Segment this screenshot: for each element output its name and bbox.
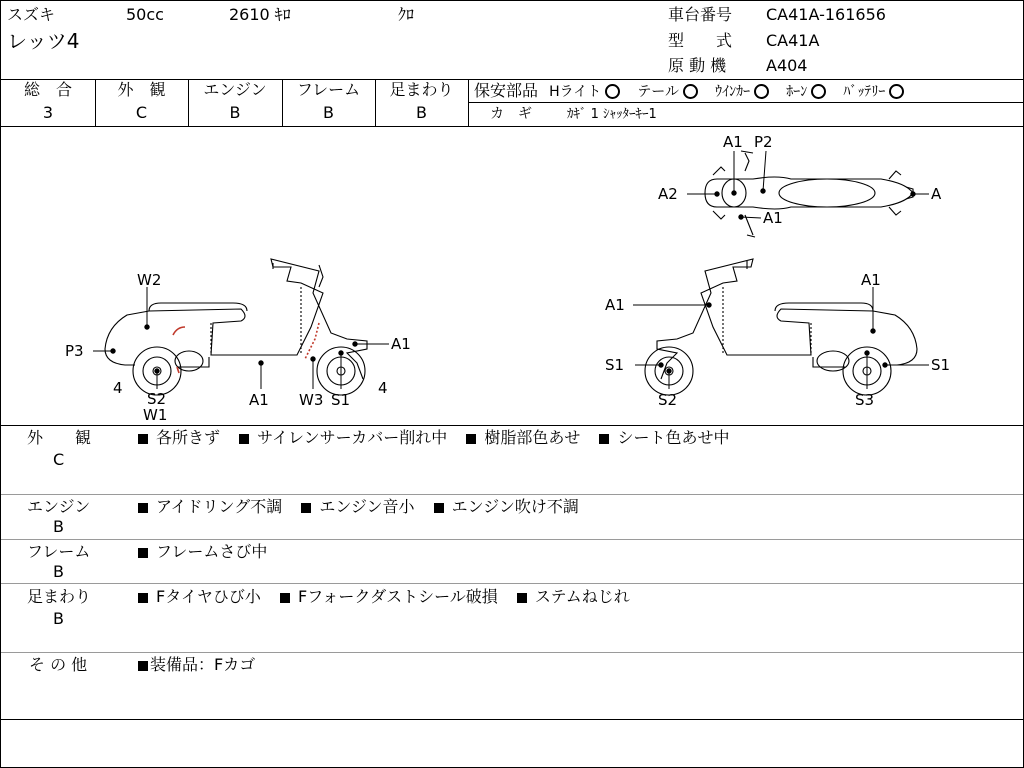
overall-label: 総 合 [23,80,72,99]
note-frame-items [138,544,281,560]
label-left-w1: W1 [143,406,168,424]
safety-tail: テール [637,84,680,100]
note-item: エンジン音小 [319,497,415,516]
note-suspension-grade: B [53,609,64,628]
label-top-a: A [931,185,942,203]
label-right-a1b: A1 [605,296,625,314]
label-right-s1b: S1 [931,356,951,374]
frame-label: フレーム [296,80,361,99]
note-suspension-items [138,589,644,605]
note-item: ステムねじれ [534,587,630,606]
damage-mark [173,327,185,335]
frame-no-label: 車台番号 [668,5,733,24]
type-value: CA41A [766,31,820,50]
label-left-w3: W3 [299,391,324,409]
note-exterior-label: 外 観 [27,428,92,447]
note-engine-label: エンジン [27,497,91,516]
model-name: レッツ4 [7,29,80,53]
engine-model: A404 [766,56,808,75]
note-engine-grade: B [53,517,64,536]
key-value: ｶｷﾞ 1 ｼｬｯﾀｰｷｰ1 [567,107,657,122]
frame-grade: B [323,103,334,122]
note-frame-label: フレーム [27,542,91,561]
ok-circle-icon [605,84,620,99]
key-label: カ ギ [490,106,532,122]
label-left-w2: W2 [137,271,162,289]
note-frame-grade: B [53,562,64,581]
note-item: フレームさび中 [156,542,268,561]
label-right-a1: A1 [861,271,881,289]
label-right-s1: S1 [605,356,625,374]
exterior-label: 外 観 [117,80,166,99]
note-item: Fタイヤひび小 [156,587,261,606]
safety-battery: ﾊﾞｯﾃﾘｰ [843,84,886,100]
safety-headlight: Hライト [549,84,602,100]
label-top-a1: A1 [723,133,743,151]
safety-label: 保安部品 [474,81,539,100]
label-top-a1b: A1 [763,209,783,227]
engine-grade: B [229,103,241,122]
suspension-label: 足まわり [389,80,454,99]
note-item: 各所きず [156,428,221,447]
note-exterior-items [138,430,744,446]
overall-grade: 3 [42,103,54,122]
ok-circle-icon [811,84,826,99]
label-left-4b: 4 [378,379,388,397]
label-left-s1: S1 [331,391,351,409]
engine-label: エンジン [203,80,267,99]
suspension-grade: B [416,103,427,122]
note-other-items [138,657,255,673]
note-item: サイレンサーカバー削れ中 [257,428,448,447]
safety-horn: ﾎｰﾝ [786,84,808,100]
note-item: シート色あせ中 [617,428,730,447]
note-item: エンジン吹け不調 [451,497,579,516]
frame-no: CA41A-161656 [766,5,886,24]
note-other-label: そ の 他 [29,655,88,674]
damage-marks [173,323,319,373]
ok-circle-icon [889,84,904,99]
label-top-a2: A2 [658,185,678,203]
exterior-grade: C [135,103,148,122]
label-top-p2: P2 [754,133,773,151]
leader-lines [93,151,929,389]
label-left-a1: A1 [249,391,269,409]
note-exterior-grade: C [53,450,65,469]
note-item: Fフォークダストシール破損 [297,587,498,606]
note-engine-items [138,499,593,515]
scooter-damage-diagram [1,127,1023,425]
displacement: 50cc [126,5,164,24]
label-right-s2: S2 [658,391,678,409]
engine-model-label: 原 動 機 [668,56,727,75]
note-item: 装備品：Fカゴ [150,655,256,674]
note-item: 樹脂部色あせ [484,428,581,447]
maker: スズキ [7,5,56,24]
type-label: 型 式 [668,31,733,50]
mileage: 2610 ｷﾛ [229,5,291,24]
label-right-s3: S3 [855,391,875,409]
damage-mark [305,323,319,359]
color: ｸﾛ [398,5,415,24]
note-item: アイドリング不調 [156,497,283,516]
label-left-s2: S2 [147,390,167,408]
label-left-p3: P3 [65,342,84,360]
safety-parts-row [474,83,916,100]
ok-circle-icon [754,84,769,99]
note-suspension-label: 足まわり [27,587,92,606]
ok-circle-icon [683,84,698,99]
safety-winker: ｳｲﾝｶｰ [715,84,751,100]
label-left-4a: 4 [113,379,123,397]
label-left-a1b: A1 [391,335,411,353]
